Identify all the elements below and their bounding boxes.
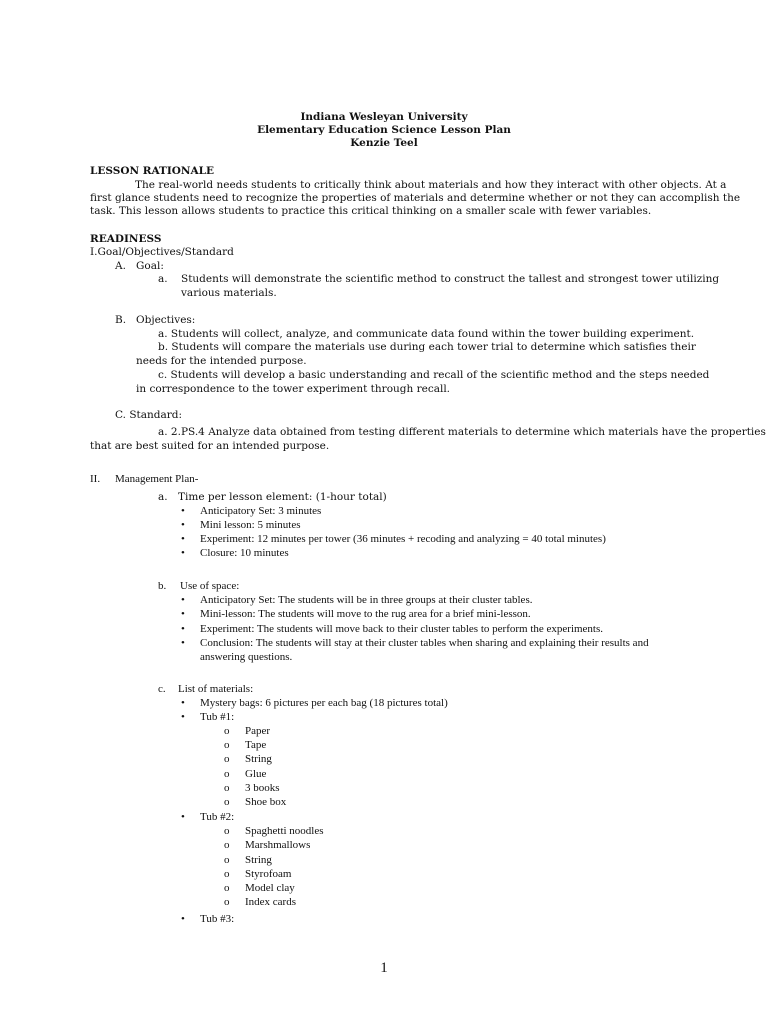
space-title: Use of space: <box>180 580 240 592</box>
tub-item: String <box>245 753 272 765</box>
circle-bullet-icon: o <box>224 868 230 880</box>
goal-a-marker: a. <box>158 273 168 285</box>
tub-label: Tub #2: <box>200 811 235 823</box>
circle-bullet-icon: o <box>224 882 230 894</box>
management-title: Management Plan- <box>115 473 199 485</box>
time-item: Experiment: 12 minutes per tower (36 minutes + recoding and analyzing = 40 total minutes) <box>200 533 606 545</box>
tub-item: 3 books <box>245 782 280 794</box>
university-name: Indiana Wesleyan University <box>300 111 468 123</box>
tub-label: Tub #3: <box>200 913 235 925</box>
goal-a-text: various materials. <box>181 287 277 299</box>
tub-item: Tape <box>245 739 267 751</box>
bullet-icon: • <box>181 594 185 606</box>
space-item-cont: answering questions. <box>200 651 293 663</box>
readiness-heading: READINESS <box>90 233 162 245</box>
bullet-icon: • <box>181 913 185 925</box>
circle-bullet-icon: o <box>224 739 230 751</box>
standard-text-cont: that are best suited for an intended purpose. <box>90 440 330 452</box>
bullet-icon: • <box>181 637 185 649</box>
tub-item: Paper <box>245 725 271 737</box>
bullet-icon: • <box>181 519 185 531</box>
circle-bullet-icon: o <box>224 725 230 737</box>
objectives-marker: B. <box>115 314 127 326</box>
course-title: Elementary Education Science Lesson Plan <box>257 124 511 136</box>
bullet-icon: • <box>181 608 185 620</box>
tub-item: Styrofoam <box>245 868 292 880</box>
circle-bullet-icon: o <box>224 839 230 851</box>
rationale-line: first glance students need to recognize the properties of materials and determine whether or not they can accomplish the <box>90 192 741 204</box>
tub-label: Tub #1: <box>200 711 235 723</box>
bullet-icon: • <box>181 533 185 545</box>
objective-a: a. Students will collect, analyze, and communicate data found within the tower building experiment. <box>158 328 695 340</box>
standard-label: C. Standard: <box>115 409 183 421</box>
page-number: 1 <box>380 960 388 976</box>
circle-bullet-icon: o <box>224 796 230 808</box>
space-item: Mini-lesson: The students will move to the rug area for a brief mini-lesson. <box>200 608 531 620</box>
time-marker: a. <box>158 491 168 503</box>
time-item: Closure: 10 minutes <box>200 547 289 559</box>
tub-item: Glue <box>245 768 267 780</box>
rationale-heading: LESSON RATIONALE <box>90 165 215 177</box>
space-item: Experiment: The students will move back to their cluster tables to perform the experiments. <box>200 623 604 635</box>
circle-bullet-icon: o <box>224 896 230 908</box>
goal-marker: A. <box>115 260 126 272</box>
bullet-icon: • <box>181 697 185 709</box>
circle-bullet-icon: o <box>224 753 230 765</box>
bullet-icon: • <box>181 811 185 823</box>
standard-text: a. 2.PS.4 Analyze data obtained from testing different materials to determine which materials have the properties <box>158 426 766 438</box>
bullet-icon: • <box>181 623 185 635</box>
time-item: Anticipatory Set: 3 minutes <box>200 505 322 517</box>
rationale-line: task. This lesson allows students to practice this critical thinking on a smaller scale with fewer variables. <box>90 205 652 217</box>
materials-item: Mystery bags: 6 pictures per each bag (18 pictures total) <box>200 697 448 709</box>
materials-title: List of materials: <box>178 683 254 695</box>
section-goal-objectives: I.Goal/Objectives/Standard <box>90 246 234 258</box>
space-item: Conclusion: The students will stay at their cluster tables when sharing and explaining their results and <box>200 637 649 649</box>
materials-marker: c. <box>158 683 166 695</box>
tub-item: String <box>245 854 272 866</box>
bullet-icon: • <box>181 505 185 517</box>
author-name: Kenzie Teel <box>350 137 418 149</box>
tub-item: Model clay <box>245 882 295 894</box>
time-item: Mini lesson: 5 minutes <box>200 519 301 531</box>
space-item: Anticipatory Set: The students will be in three groups at their cluster tables. <box>200 594 533 606</box>
objective-b-cont: needs for the intended purpose. <box>136 355 307 367</box>
objectives-label: Objectives: <box>136 314 196 326</box>
goal-label: Goal: <box>136 260 164 272</box>
objective-b: b. Students will compare the materials use during each tower trial to determine which satisfies their <box>158 341 696 353</box>
objective-c: c. Students will develop a basic understanding and recall of the scientific method and the steps needed <box>158 369 710 381</box>
objective-c-cont: in correspondence to the tower experiment through recall. <box>136 383 451 395</box>
bullet-icon: • <box>181 547 185 559</box>
space-marker: b. <box>158 580 167 592</box>
circle-bullet-icon: o <box>224 782 230 794</box>
management-marker: II. <box>90 473 101 485</box>
circle-bullet-icon: o <box>224 854 230 866</box>
circle-bullet-icon: o <box>224 768 230 780</box>
tub-item: Spaghetti noodles <box>245 825 324 837</box>
circle-bullet-icon: o <box>224 825 230 837</box>
tub-item: Index cards <box>245 896 297 908</box>
goal-a-text: Students will demonstrate the scientific method to construct the tallest and strongest tower utilizing <box>181 273 720 285</box>
bullet-icon: • <box>181 711 185 723</box>
rationale-line: The real-world needs students to critically think about materials and how they interact with other objects. At a <box>135 179 727 191</box>
tub-item: Marshmallows <box>245 839 311 851</box>
time-title: Time per lesson element: (1-hour total) <box>178 491 387 503</box>
tub-item: Shoe box <box>245 796 287 808</box>
